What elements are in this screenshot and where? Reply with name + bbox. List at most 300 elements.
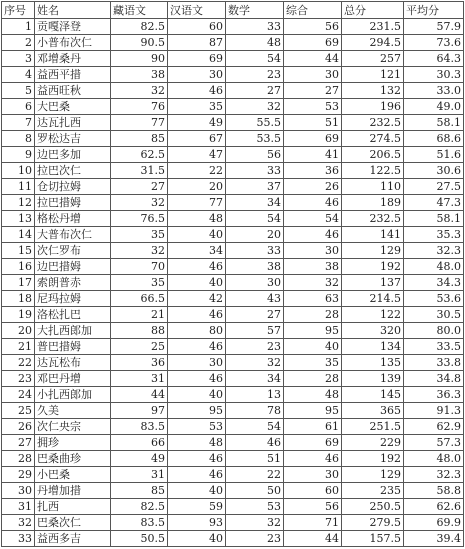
cell-math[interactable]: 46	[226, 435, 284, 451]
cell-total[interactable]: 134	[342, 339, 404, 355]
cell-name[interactable]: 格松丹增	[35, 211, 111, 227]
table-row	[2, 67, 464, 83]
cell-name[interactable]: 小扎西郎加	[35, 387, 111, 403]
cell-index[interactable]: 18	[2, 291, 35, 307]
cell-index[interactable]: 28	[2, 451, 35, 467]
cell-chinese[interactable]: 53	[168, 419, 226, 435]
cell-average[interactable]: 73.6	[404, 35, 464, 51]
cell-math[interactable]: 56	[226, 147, 284, 163]
cell-tibetan[interactable]: 88	[111, 323, 168, 339]
cell-average[interactable]: 80.0	[404, 323, 464, 339]
cell-chinese[interactable]: 30	[168, 67, 226, 83]
table-row	[2, 515, 464, 531]
cell-name[interactable]: 邓巴丹增	[35, 371, 111, 387]
cell-total[interactable]: 279.5	[342, 515, 404, 531]
cell-name[interactable]: 拉巴次仁	[35, 163, 111, 179]
cell-tibetan[interactable]: 35	[111, 275, 168, 291]
cell-chinese[interactable]: 22	[168, 163, 226, 179]
cell-chinese[interactable]: 35	[168, 99, 226, 115]
cell-tibetan[interactable]: 83.5	[111, 419, 168, 435]
cell-comprehensive[interactable]: 51	[284, 115, 342, 131]
cell-name[interactable]: 普巴措姆	[35, 339, 111, 355]
cell-average[interactable]: 48.0	[404, 259, 464, 275]
cell-chinese[interactable]: 40	[168, 227, 226, 243]
cell-total[interactable]: 229	[342, 435, 404, 451]
cell-total[interactable]: 257	[342, 51, 404, 67]
cell-comprehensive[interactable]: 71	[284, 515, 342, 531]
cell-average[interactable]: 32.3	[404, 243, 464, 259]
table-row	[2, 483, 464, 499]
cell-math[interactable]: 20	[226, 227, 284, 243]
cell-math[interactable]: 55.5	[226, 115, 284, 131]
cell-name[interactable]: 小巴桑	[35, 467, 111, 483]
cell-total[interactable]: 141	[342, 227, 404, 243]
cell-math[interactable]: 22	[226, 467, 284, 483]
cell-name[interactable]: 小普布次仁	[35, 35, 111, 51]
cell-tibetan[interactable]: 31.5	[111, 163, 168, 179]
cell-average[interactable]: 35.3	[404, 227, 464, 243]
cell-total[interactable]: 135	[342, 355, 404, 371]
cell-comprehensive[interactable]: 53	[284, 99, 342, 115]
cell-average[interactable]: 39.4	[404, 531, 464, 547]
cell-name[interactable]: 达瓦扎西	[35, 115, 111, 131]
cell-math[interactable]: 27	[226, 307, 284, 323]
header-cell-math[interactable]: 数学	[226, 2, 284, 19]
cell-math[interactable]: 53	[226, 499, 284, 515]
cell-total[interactable]: 320	[342, 323, 404, 339]
cell-index[interactable]: 30	[2, 483, 35, 499]
cell-tibetan[interactable]: 32	[111, 83, 168, 99]
table-row	[2, 419, 464, 435]
cell-total[interactable]: 192	[342, 451, 404, 467]
cell-average[interactable]: 47.3	[404, 195, 464, 211]
cell-index[interactable]: 11	[2, 179, 35, 195]
cell-index[interactable]: 29	[2, 467, 35, 483]
cell-math[interactable]: 57	[226, 323, 284, 339]
cell-chinese[interactable]: 48	[168, 435, 226, 451]
cell-chinese[interactable]: 87	[168, 35, 226, 51]
cell-chinese[interactable]: 47	[168, 147, 226, 163]
cell-chinese[interactable]: 46	[168, 451, 226, 467]
cell-tibetan[interactable]: 50.5	[111, 531, 168, 547]
cell-index[interactable]: 21	[2, 339, 35, 355]
cell-tibetan[interactable]: 31	[111, 371, 168, 387]
cell-average[interactable]: 58.1	[404, 211, 464, 227]
cell-name[interactable]: 次仁央宗	[35, 419, 111, 435]
cell-tibetan[interactable]: 66.5	[111, 291, 168, 307]
cell-chinese[interactable]: 46	[168, 467, 226, 483]
cell-total[interactable]: 139	[342, 371, 404, 387]
cell-total[interactable]: 157.5	[342, 531, 404, 547]
cell-comprehensive[interactable]: 28	[284, 307, 342, 323]
cell-math[interactable]: 23	[226, 531, 284, 547]
cell-index[interactable]: 16	[2, 259, 35, 275]
table-row	[2, 179, 464, 195]
table-row	[2, 435, 464, 451]
cell-chinese[interactable]: 48	[168, 211, 226, 227]
cell-total[interactable]: 129	[342, 243, 404, 259]
cell-math[interactable]: 33	[226, 163, 284, 179]
cell-index[interactable]: 24	[2, 387, 35, 403]
cell-math[interactable]: 34	[226, 195, 284, 211]
cell-comprehensive[interactable]: 36	[284, 163, 342, 179]
table-row	[2, 211, 464, 227]
cell-chinese[interactable]: 30	[168, 355, 226, 371]
table-row	[2, 451, 464, 467]
cell-name[interactable]: 边巴措姆	[35, 259, 111, 275]
cell-tibetan[interactable]: 62.5	[111, 147, 168, 163]
cell-math[interactable]: 54	[226, 51, 284, 67]
cell-comprehensive[interactable]: 26	[284, 179, 342, 195]
table-body	[2, 2, 464, 547]
cell-math[interactable]: 78	[226, 403, 284, 419]
table-row	[2, 147, 464, 163]
cell-average[interactable]: 91.3	[404, 403, 464, 419]
cell-chinese[interactable]: 40	[168, 387, 226, 403]
cell-math[interactable]: 33	[226, 243, 284, 259]
cell-index[interactable]: 23	[2, 371, 35, 387]
header-cell-total[interactable]: 总分	[342, 2, 404, 19]
cell-average[interactable]: 57.3	[404, 435, 464, 451]
cell-chinese[interactable]: 67	[168, 131, 226, 147]
cell-math[interactable]: 30	[226, 275, 284, 291]
cell-average[interactable]: 36.3	[404, 387, 464, 403]
cell-comprehensive[interactable]: 32	[284, 275, 342, 291]
cell-chinese[interactable]: 59	[168, 499, 226, 515]
table-row	[2, 355, 464, 371]
cell-name[interactable]: 索朗普赤	[35, 275, 111, 291]
cell-tibetan[interactable]: 76	[111, 99, 168, 115]
cell-chinese[interactable]: 60	[168, 19, 226, 35]
cell-total[interactable]: 251.5	[342, 419, 404, 435]
cell-total[interactable]: 232.5	[342, 115, 404, 131]
cell-average[interactable]: 34.3	[404, 275, 464, 291]
cell-comprehensive[interactable]: 41	[284, 147, 342, 163]
header-cell-average[interactable]: 平均分	[404, 2, 464, 19]
cell-index[interactable]: 20	[2, 323, 35, 339]
cell-total[interactable]: 206.5	[342, 147, 404, 163]
cell-total[interactable]: 274.5	[342, 131, 404, 147]
cell-name[interactable]: 益西多吉	[35, 531, 111, 547]
cell-average[interactable]: 58.1	[404, 115, 464, 131]
cell-name[interactable]: 巴桑曲珍	[35, 451, 111, 467]
header-cell-tibetan[interactable]: 藏语文	[111, 2, 168, 19]
table-row	[2, 131, 464, 147]
table-row	[2, 83, 464, 99]
cell-tibetan[interactable]: 83.5	[111, 515, 168, 531]
cell-comprehensive[interactable]: 46	[284, 227, 342, 243]
table-row	[2, 163, 464, 179]
cell-total[interactable]: 121	[342, 67, 404, 83]
cell-average[interactable]: 33.8	[404, 355, 464, 371]
cell-average[interactable]: 57.9	[404, 19, 464, 35]
cell-math[interactable]: 54	[226, 211, 284, 227]
cell-chinese[interactable]: 46	[168, 83, 226, 99]
cell-index[interactable]: 13	[2, 211, 35, 227]
cell-tibetan[interactable]: 85	[111, 483, 168, 499]
cell-total[interactable]: 250.5	[342, 499, 404, 515]
cell-tibetan[interactable]: 32	[111, 195, 168, 211]
cell-total[interactable]: 235	[342, 483, 404, 499]
cell-comprehensive[interactable]: 40	[284, 339, 342, 355]
cell-index[interactable]: 27	[2, 435, 35, 451]
cell-tibetan[interactable]: 76.5	[111, 211, 168, 227]
cell-name[interactable]: 洛松扎巴	[35, 307, 111, 323]
cell-total[interactable]: 232.5	[342, 211, 404, 227]
cell-index[interactable]: 12	[2, 195, 35, 211]
cell-total[interactable]: 192	[342, 259, 404, 275]
cell-math[interactable]: 48	[226, 35, 284, 51]
cell-index[interactable]: 26	[2, 419, 35, 435]
cell-name[interactable]: 仓切拉姆	[35, 179, 111, 195]
cell-name[interactable]: 达瓦松布	[35, 355, 111, 371]
cell-math[interactable]: 43	[226, 291, 284, 307]
cell-total[interactable]: 294.5	[342, 35, 404, 51]
cell-math[interactable]: 38	[226, 259, 284, 275]
cell-tibetan[interactable]: 90	[111, 51, 168, 67]
table-row	[2, 115, 464, 131]
cell-math[interactable]: 27	[226, 83, 284, 99]
cell-average[interactable]: 33.0	[404, 83, 464, 99]
cell-total[interactable]: 110	[342, 179, 404, 195]
cell-tibetan[interactable]: 90.5	[111, 35, 168, 51]
cell-total[interactable]: 137	[342, 275, 404, 291]
cell-name[interactable]: 拥珍	[35, 435, 111, 451]
cell-tibetan[interactable]: 82.5	[111, 19, 168, 35]
cell-comprehensive[interactable]: 28	[284, 371, 342, 387]
table-row	[2, 403, 464, 419]
cell-name[interactable]: 扎西	[35, 499, 111, 515]
cell-comprehensive[interactable]: 46	[284, 195, 342, 211]
cell-index[interactable]: 5	[2, 83, 35, 99]
cell-average[interactable]: 30.5	[404, 307, 464, 323]
cell-average[interactable]: 53.6	[404, 291, 464, 307]
header-cell-chinese[interactable]: 汉语文	[168, 2, 226, 19]
table-row	[2, 323, 464, 339]
cell-math[interactable]: 23	[226, 339, 284, 355]
table-row	[2, 371, 464, 387]
cell-tibetan[interactable]: 97	[111, 403, 168, 419]
cell-chinese[interactable]: 40	[168, 483, 226, 499]
cell-math[interactable]: 54	[226, 419, 284, 435]
cell-comprehensive[interactable]: 60	[284, 483, 342, 499]
cell-chinese[interactable]: 34	[168, 243, 226, 259]
cell-comprehensive[interactable]: 54	[284, 211, 342, 227]
cell-tibetan[interactable]: 77	[111, 115, 168, 131]
header-cell-comprehensive[interactable]: 综合	[284, 2, 342, 19]
cell-tibetan[interactable]: 32	[111, 243, 168, 259]
cell-average[interactable]: 34.8	[404, 371, 464, 387]
cell-tibetan[interactable]: 36	[111, 355, 168, 371]
table-row	[2, 275, 464, 291]
cell-comprehensive[interactable]: 61	[284, 419, 342, 435]
cell-index[interactable]: 17	[2, 275, 35, 291]
cell-chinese[interactable]: 46	[168, 371, 226, 387]
table-row	[2, 339, 464, 355]
cell-math[interactable]: 32	[226, 355, 284, 371]
cell-name[interactable]: 大普布次仁	[35, 227, 111, 243]
table-row	[2, 307, 464, 323]
cell-index[interactable]: 8	[2, 131, 35, 147]
cell-chinese[interactable]: 49	[168, 115, 226, 131]
cell-total[interactable]: 365	[342, 403, 404, 419]
cell-chinese[interactable]: 40	[168, 531, 226, 547]
cell-index[interactable]: 10	[2, 163, 35, 179]
cell-comprehensive[interactable]: 30	[284, 243, 342, 259]
cell-comprehensive[interactable]: 38	[284, 259, 342, 275]
cell-comprehensive[interactable]: 35	[284, 355, 342, 371]
cell-tibetan[interactable]: 35	[111, 227, 168, 243]
cell-index[interactable]: 1	[2, 19, 35, 35]
cell-comprehensive[interactable]: 69	[284, 435, 342, 451]
cell-index[interactable]: 14	[2, 227, 35, 243]
table-row	[2, 227, 464, 243]
cell-tibetan[interactable]: 25	[111, 339, 168, 355]
cell-chinese[interactable]: 46	[168, 307, 226, 323]
table-row	[2, 243, 464, 259]
cell-average[interactable]: 27.5	[404, 179, 464, 195]
cell-name[interactable]: 益西旺秋	[35, 83, 111, 99]
cell-name[interactable]: 大巴桑	[35, 99, 111, 115]
cell-average[interactable]: 32.3	[404, 467, 464, 483]
cell-math[interactable]: 51	[226, 451, 284, 467]
cell-math[interactable]: 32	[226, 515, 284, 531]
cell-average[interactable]: 49.0	[404, 99, 464, 115]
cell-index[interactable]: 19	[2, 307, 35, 323]
cell-chinese[interactable]: 20	[168, 179, 226, 195]
cell-chinese[interactable]: 69	[168, 51, 226, 67]
cell-comprehensive[interactable]: 69	[284, 35, 342, 51]
cell-index[interactable]: 9	[2, 147, 35, 163]
table-row	[2, 35, 464, 51]
cell-index[interactable]: 7	[2, 115, 35, 131]
cell-chinese[interactable]: 80	[168, 323, 226, 339]
cell-index[interactable]: 31	[2, 499, 35, 515]
cell-index[interactable]: 4	[2, 67, 35, 83]
cell-name[interactable]: 次仁罗布	[35, 243, 111, 259]
cell-comprehensive[interactable]: 27	[284, 83, 342, 99]
cell-chinese[interactable]: 93	[168, 515, 226, 531]
cell-comprehensive[interactable]: 44	[284, 51, 342, 67]
cell-average[interactable]: 69.9	[404, 515, 464, 531]
cell-comprehensive[interactable]: 44	[284, 531, 342, 547]
header-cell-index[interactable]: 序号	[2, 2, 35, 19]
cell-total[interactable]: 196	[342, 99, 404, 115]
cell-index[interactable]: 3	[2, 51, 35, 67]
cell-tibetan[interactable]: 85	[111, 131, 168, 147]
table-row	[2, 499, 464, 515]
cell-name[interactable]: 邓增桑丹	[35, 51, 111, 67]
cell-index[interactable]: 32	[2, 515, 35, 531]
cell-comprehensive[interactable]: 48	[284, 387, 342, 403]
cell-tibetan[interactable]: 27	[111, 179, 168, 195]
cell-name[interactable]: 久美	[35, 403, 111, 419]
cell-math[interactable]: 34	[226, 371, 284, 387]
cell-index[interactable]: 33	[2, 531, 35, 547]
cell-name[interactable]: 益西平措	[35, 67, 111, 83]
cell-name[interactable]: 大扎西郎加	[35, 323, 111, 339]
cell-tibetan[interactable]: 82.5	[111, 499, 168, 515]
cell-comprehensive[interactable]: 46	[284, 451, 342, 467]
cell-comprehensive[interactable]: 30	[284, 467, 342, 483]
cell-math[interactable]: 13	[226, 387, 284, 403]
cell-comprehensive[interactable]: 56	[284, 19, 342, 35]
cell-name[interactable]: 罗松达吉	[35, 131, 111, 147]
cell-average[interactable]: 48.0	[404, 451, 464, 467]
cell-math[interactable]: 32	[226, 99, 284, 115]
cell-total[interactable]: 132	[342, 83, 404, 99]
table-row	[2, 467, 464, 483]
cell-comprehensive[interactable]: 56	[284, 499, 342, 515]
cell-total[interactable]: 214.5	[342, 291, 404, 307]
table-row	[2, 195, 464, 211]
cell-comprehensive[interactable]: 63	[284, 291, 342, 307]
cell-comprehensive[interactable]: 95	[284, 403, 342, 419]
cell-tibetan[interactable]: 44	[111, 387, 168, 403]
cell-chinese[interactable]: 95	[168, 403, 226, 419]
cell-tibetan[interactable]: 21	[111, 307, 168, 323]
cell-chinese[interactable]: 42	[168, 291, 226, 307]
table-row	[2, 531, 464, 547]
cell-average[interactable]: 68.6	[404, 131, 464, 147]
cell-chinese[interactable]: 46	[168, 259, 226, 275]
cell-tibetan[interactable]: 38	[111, 67, 168, 83]
cell-average[interactable]: 51.6	[404, 147, 464, 163]
cell-index[interactable]: 6	[2, 99, 35, 115]
cell-average[interactable]: 30.3	[404, 67, 464, 83]
cell-average[interactable]: 33.5	[404, 339, 464, 355]
cell-average[interactable]: 58.8	[404, 483, 464, 499]
cell-tibetan[interactable]: 66	[111, 435, 168, 451]
cell-average[interactable]: 62.9	[404, 419, 464, 435]
cell-name[interactable]: 尼玛拉姆	[35, 291, 111, 307]
cell-name[interactable]: 边巴多加	[35, 147, 111, 163]
cell-index[interactable]: 22	[2, 355, 35, 371]
cell-tibetan[interactable]: 31	[111, 467, 168, 483]
cell-comprehensive[interactable]: 69	[284, 131, 342, 147]
cell-math[interactable]: 23	[226, 67, 284, 83]
cell-total[interactable]: 122	[342, 307, 404, 323]
cell-comprehensive[interactable]: 95	[284, 323, 342, 339]
cell-chinese[interactable]: 77	[168, 195, 226, 211]
cell-chinese[interactable]: 40	[168, 275, 226, 291]
cell-index[interactable]: 15	[2, 243, 35, 259]
cell-chinese[interactable]: 46	[168, 339, 226, 355]
cell-name[interactable]: 拉巴措姆	[35, 195, 111, 211]
cell-average[interactable]: 30.6	[404, 163, 464, 179]
cell-comprehensive[interactable]: 30	[284, 67, 342, 83]
cell-name[interactable]: 巴桑次仁	[35, 515, 111, 531]
cell-tibetan[interactable]: 49	[111, 451, 168, 467]
cell-math[interactable]: 37	[226, 179, 284, 195]
cell-index[interactable]: 25	[2, 403, 35, 419]
cell-total[interactable]: 122.5	[342, 163, 404, 179]
cell-math[interactable]: 33	[226, 19, 284, 35]
cell-math[interactable]: 50	[226, 483, 284, 499]
cell-total[interactable]: 129	[342, 467, 404, 483]
cell-average[interactable]: 62.6	[404, 499, 464, 515]
cell-name[interactable]: 丹增加措	[35, 483, 111, 499]
cell-tibetan[interactable]: 70	[111, 259, 168, 275]
cell-math[interactable]: 53.5	[226, 131, 284, 147]
header-cell-name[interactable]: 姓名	[35, 2, 111, 19]
cell-total[interactable]: 145	[342, 387, 404, 403]
cell-total[interactable]: 231.5	[342, 19, 404, 35]
cell-name[interactable]: 贡嘎泽登	[35, 19, 111, 35]
cell-total[interactable]: 189	[342, 195, 404, 211]
cell-index[interactable]: 2	[2, 35, 35, 51]
cell-average[interactable]: 64.3	[404, 51, 464, 67]
